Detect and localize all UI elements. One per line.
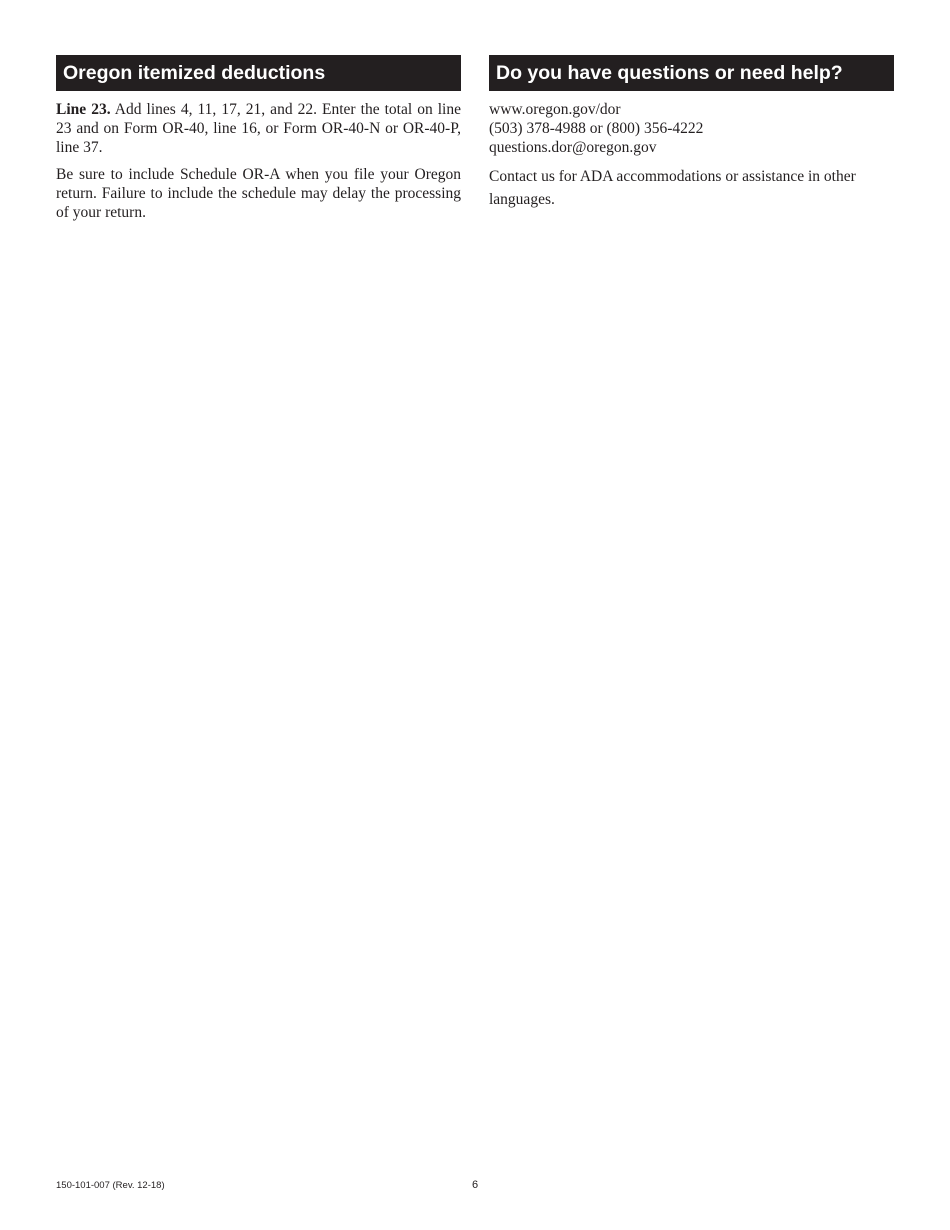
- line-23-label: Line 23.: [56, 101, 111, 118]
- website-link[interactable]: www.oregon.gov/dor: [489, 101, 621, 118]
- schedule-reminder: Be sure to include Schedule OR-A when you file your Oregon return. Failure to include the schedule may delay the processing of your return.: [56, 166, 461, 221]
- page-number: 6: [471, 1179, 479, 1191]
- ada-accommodations-note: Contact us for ADA accommodations or assistance in other languages.: [489, 168, 856, 208]
- section-heading-itemized-deductions: Oregon itemized deductions: [56, 55, 461, 91]
- contact-info: [489, 100, 894, 157]
- section-heading-help: Do you have questions or need help?: [489, 55, 894, 91]
- line-23-text: Add lines 4, 11, 17, 21, and 22. Enter the total on line 23 and on Form OR-40, line 16, or Form OR-40-N or OR-40-P, line 37.: [56, 101, 461, 156]
- line-23-instructions: [56, 100, 461, 157]
- form-revision-code: 150-101-007 (Rev. 12-18): [56, 1180, 165, 1191]
- phone-numbers: (503) 378-4988 or (800) 356-4222: [489, 120, 704, 137]
- help-section: [489, 55, 894, 211]
- email-link[interactable]: questions.dor@oregon.gov: [489, 139, 657, 156]
- itemized-deductions-section: [56, 55, 461, 222]
